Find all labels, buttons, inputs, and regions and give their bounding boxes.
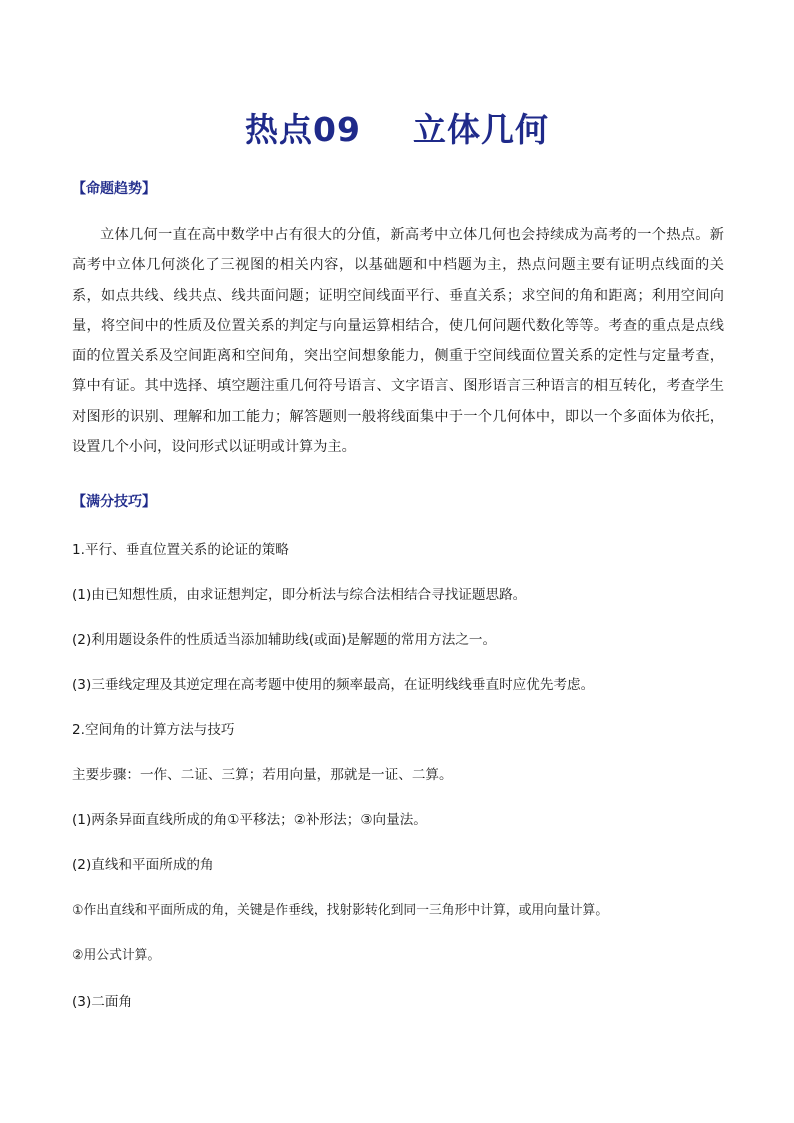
skill-line-1: 1.平行、垂直位置关系的论证的策略	[72, 542, 289, 558]
trend-paragraph: 立体几何一直在高中数学中占有很大的分值，新高考中立体几何也会持续成为高考的一个热点。新高考中立体几何淡化了三视图的相关内容，以基础题和中档题为主，热点问题主要有证明点线面的关系，如点共线、线共点、线共面问题；证明空间线面平行、垂直关系；求空间的角和距离；利用空间向量，将空间中的性质及位置关系的判定与向量运算相结合，使几何问题代数化等等。考查的重点是点线面的位置关系及空间距离和空间角，突出空间想象能力，侧重于空间线面位置关系的定性与定量考查，算中有证。其中选择、填空题注重几何符号语言、文字语言、图形语言三种语言的相互转化，考查学生对图形的识别、理解和加工能力；解答题则一般将线面集中于一个几何体中，即以一个多面体为依托，设置几个小问，设问形式以证明或计算为主。	[72, 227, 724, 456]
skill-line-11: (3)二面角	[72, 994, 133, 1010]
skill-line-5: 2.空间角的计算方法与技巧	[72, 722, 235, 738]
page-title	[0, 104, 794, 151]
skill-line-8: (2)直线和平面所成的角	[72, 857, 214, 873]
skill-line-10: ②用公式计算。	[72, 948, 161, 963]
skill-line-4: (3)三垂线定理及其逆定理在高考题中使用的频率最高，在证明线线垂直时应优先考虑。	[72, 677, 595, 693]
skill-line-7: (1)两条异面直线所成的角①平移法；②补形法；③向量法。	[72, 812, 427, 828]
section-heading-trend: 【命题趋势】	[72, 181, 156, 197]
section-heading-skills: 【满分技巧】	[72, 494, 156, 510]
title-topic-name: 立体几何	[412, 110, 549, 149]
title-topic-number: 热点09	[245, 110, 361, 149]
skill-line-6: 主要步骤：一作、二证、三算；若用向量，那就是一证、二算。	[72, 767, 453, 783]
skill-line-9: ①作出直线和平面所成的角，关键是作垂线，找射影转化到同一三角形中计算，或用向量计算。	[72, 903, 609, 918]
skill-line-3: (2)利用题设条件的性质适当添加辅助线(或面)是解题的常用方法之一。	[72, 632, 497, 648]
skill-line-2: (1)由已知想性质，由求证想判定，即分析法与综合法相结合寻找证题思路。	[72, 587, 527, 603]
